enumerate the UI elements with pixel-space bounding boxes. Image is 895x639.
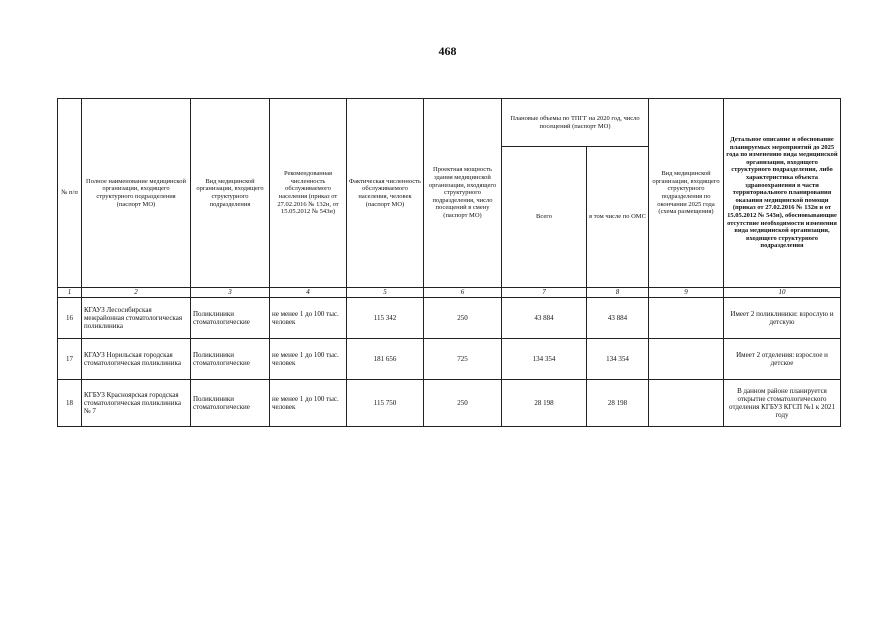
row-planned-oms: 134 354	[587, 339, 649, 380]
column-number: 10	[724, 288, 841, 298]
row-num: 16	[58, 298, 82, 339]
row-type-2025	[649, 339, 724, 380]
row-num: 18	[58, 380, 82, 427]
row-type: Поликлиники стоматологические	[191, 380, 270, 427]
row-description: В данном районе планируется открытие стоматологического отделения КГБУЗ КГСП №1 к 2021 году	[724, 380, 841, 427]
row-num: 17	[58, 339, 82, 380]
table-row	[58, 339, 841, 380]
header-description: Детальное описание и обоснование планируемых мероприятий до 2025 года по изменению вида медицинской организации, входящего структурного подразделения, либо характеристика объекта здравоохранения в части территориального планирования оказания медицинской помощи (приказ от 27.02.2016 № 132н и от 15.05.2012 № 543н), обосновывающие отсутствие необходимости изменения вида медицинской организации, входящего структурного подразделения	[724, 99, 841, 288]
row-capacity: 725	[424, 339, 502, 380]
row-org-name: КГБУЗ Красноярская городская стоматологическая поликлиника № 7	[82, 380, 191, 427]
header-recommended: Рекомендованная численность обслуживаемого населения (приказ от 27.02.2016 № 132н, от 15.05.2012 № 543н)	[270, 99, 347, 288]
row-type-2025	[649, 380, 724, 427]
row-actual: 115 342	[347, 298, 424, 339]
header-row	[58, 99, 841, 147]
row-planned-total: 43 884	[502, 298, 587, 339]
row-actual: 181 656	[347, 339, 424, 380]
column-number-row	[58, 288, 841, 298]
row-type-2025	[649, 298, 724, 339]
row-planned-oms: 28 198	[587, 380, 649, 427]
row-type: Поликлиники стоматологические	[191, 339, 270, 380]
column-number: 3	[191, 288, 270, 298]
row-description: Имеет 2 поликлиники: взрослую и детскую	[724, 298, 841, 339]
row-planned-total: 134 354	[502, 339, 587, 380]
header-org-name: Полное наименование медицинской организации, входящего структурного подразделения (паспорт МО)	[82, 99, 191, 288]
header-capacity: Проектная мощность здания медицинской организации, входящего структурного подразделения, число посещений в смену (паспорт МО)	[424, 99, 502, 288]
column-number: 1	[58, 288, 82, 298]
header-num: № п/п	[58, 99, 82, 288]
header-planned-total: Всего	[502, 147, 587, 288]
row-capacity: 250	[424, 298, 502, 339]
header-planned-oms: в том числе по ОМС	[587, 147, 649, 288]
table-row	[58, 298, 841, 339]
registry-table	[57, 98, 841, 427]
header-planned-group: Плановые объемы по ТПГГ на 2020 год, число посещений (паспорт МО)	[502, 99, 649, 147]
row-planned-oms: 43 884	[587, 298, 649, 339]
row-recommended: не менее 1 до 100 тыс. человек	[270, 339, 347, 380]
column-number: 8	[587, 288, 649, 298]
table-row	[58, 380, 841, 427]
header-type: Вид медицинской организации, входящего структурного подразделения	[191, 99, 270, 288]
page-number: 468	[438, 44, 457, 58]
row-actual: 115 750	[347, 380, 424, 427]
header-type-2025: Вид медицинской организации, входящего структурного подразделения по окончании 2025 года (схема размещения)	[649, 99, 724, 288]
header-actual: Фактическая численность обслуживаемого населения, человек (паспорт МО)	[347, 99, 424, 288]
column-number: 4	[270, 288, 347, 298]
row-description: Имеет 2 отделения: взрослое и детское	[724, 339, 841, 380]
row-org-name: КГАУЗ Норильская городская стоматологическая поликлиника	[82, 339, 191, 380]
row-org-name: КГАУЗ Лесосибирская межрайонная стоматологическая поликлиника	[82, 298, 191, 339]
row-planned-total: 28 198	[502, 380, 587, 427]
column-number: 2	[82, 288, 191, 298]
row-recommended: не менее 1 до 100 тыс. человек	[270, 298, 347, 339]
row-type: Поликлиники стоматологические	[191, 298, 270, 339]
row-recommended: не менее 1 до 100 тыс. человек	[270, 380, 347, 427]
row-capacity: 250	[424, 380, 502, 427]
column-number: 7	[502, 288, 587, 298]
column-number: 5	[347, 288, 424, 298]
column-number: 9	[649, 288, 724, 298]
column-number: 6	[424, 288, 502, 298]
